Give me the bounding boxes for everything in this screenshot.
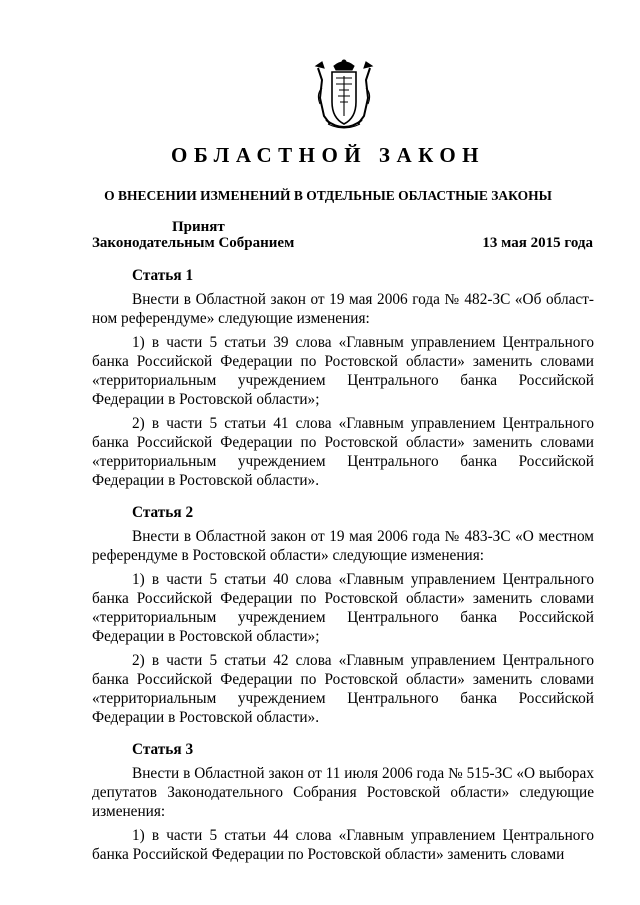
article-item: 1) в части 5 статьи 40 слова «Главным управлением Центрального банка Российской Федерации по Ростовской области» заменить словами «территориальным учреждением Центрального банка Российской Федерации в Ростовской области»; bbox=[92, 571, 594, 645]
article-item: 1) в части 5 статьи 44 слова «Главным управлением Центрального банка Российской Федерации по Ростовской области» заменить словами bbox=[92, 827, 594, 863]
article-item: 2) в части 5 статьи 42 слова «Главным управлением Центрального банка Российской Федерации по Ростовской области» заменить словами «территориальным учреждением Центрального банка Российской Федерации в Ростовской области». bbox=[92, 652, 594, 726]
article-intro: Внести в Областной закон от 19 мая 2006 года № 483-ЗС «О местном референдуме в Ростовской области» следующие изменения: bbox=[92, 528, 594, 564]
article-2 bbox=[92, 503, 594, 727]
law-body bbox=[92, 266, 594, 869]
adopted-label: Принят bbox=[172, 219, 225, 235]
article-heading: Статья 1 bbox=[132, 267, 194, 284]
law-title: ОБЛАСТНОЙ ЗАКОН bbox=[170, 143, 485, 167]
article-intro: Внести в Областной закон от 11 июля 2006 года № 515-ЗС «О выборах депутатов Законодательного Собрания Ростовской области» следующие изменения: bbox=[92, 765, 594, 820]
article-item: 1) в части 5 статьи 39 слова «Главным управлением Центрального банка Российской Федерации по Ростовской области» заменить словами «территориальным учреждением Центрального банка Российской Федерации в Ростовской области»; bbox=[92, 334, 594, 408]
adopted-by: Законодательным Собранием bbox=[92, 235, 295, 251]
article-1 bbox=[92, 266, 594, 490]
adopted-date: 13 мая 2015 года bbox=[482, 235, 593, 251]
article-heading: Статья 3 bbox=[132, 741, 194, 758]
law-subtitle: О ВНЕСЕНИИ ИЗМЕНЕНИЙ В ОТДЕЛЬНЫЕ ОБЛАСТНЫЕ ЗАКОНЫ bbox=[104, 188, 552, 203]
coat-of-arms-emblem bbox=[312, 58, 376, 134]
article-item: 2) в части 5 статьи 41 слова «Главным управлением Центрального банка Российской Федерации по Ростовской области» заменить словами «территориальным учреждением Центрального банка Российской Федерации в Ростовской области». bbox=[92, 415, 594, 489]
article-intro: Внести в Областной закон от 19 мая 2006 года № 482-ЗС «Об област-ном референдуме» следующие изменения: bbox=[92, 291, 594, 327]
article-3 bbox=[92, 740, 594, 864]
article-heading: Статья 2 bbox=[132, 504, 194, 521]
